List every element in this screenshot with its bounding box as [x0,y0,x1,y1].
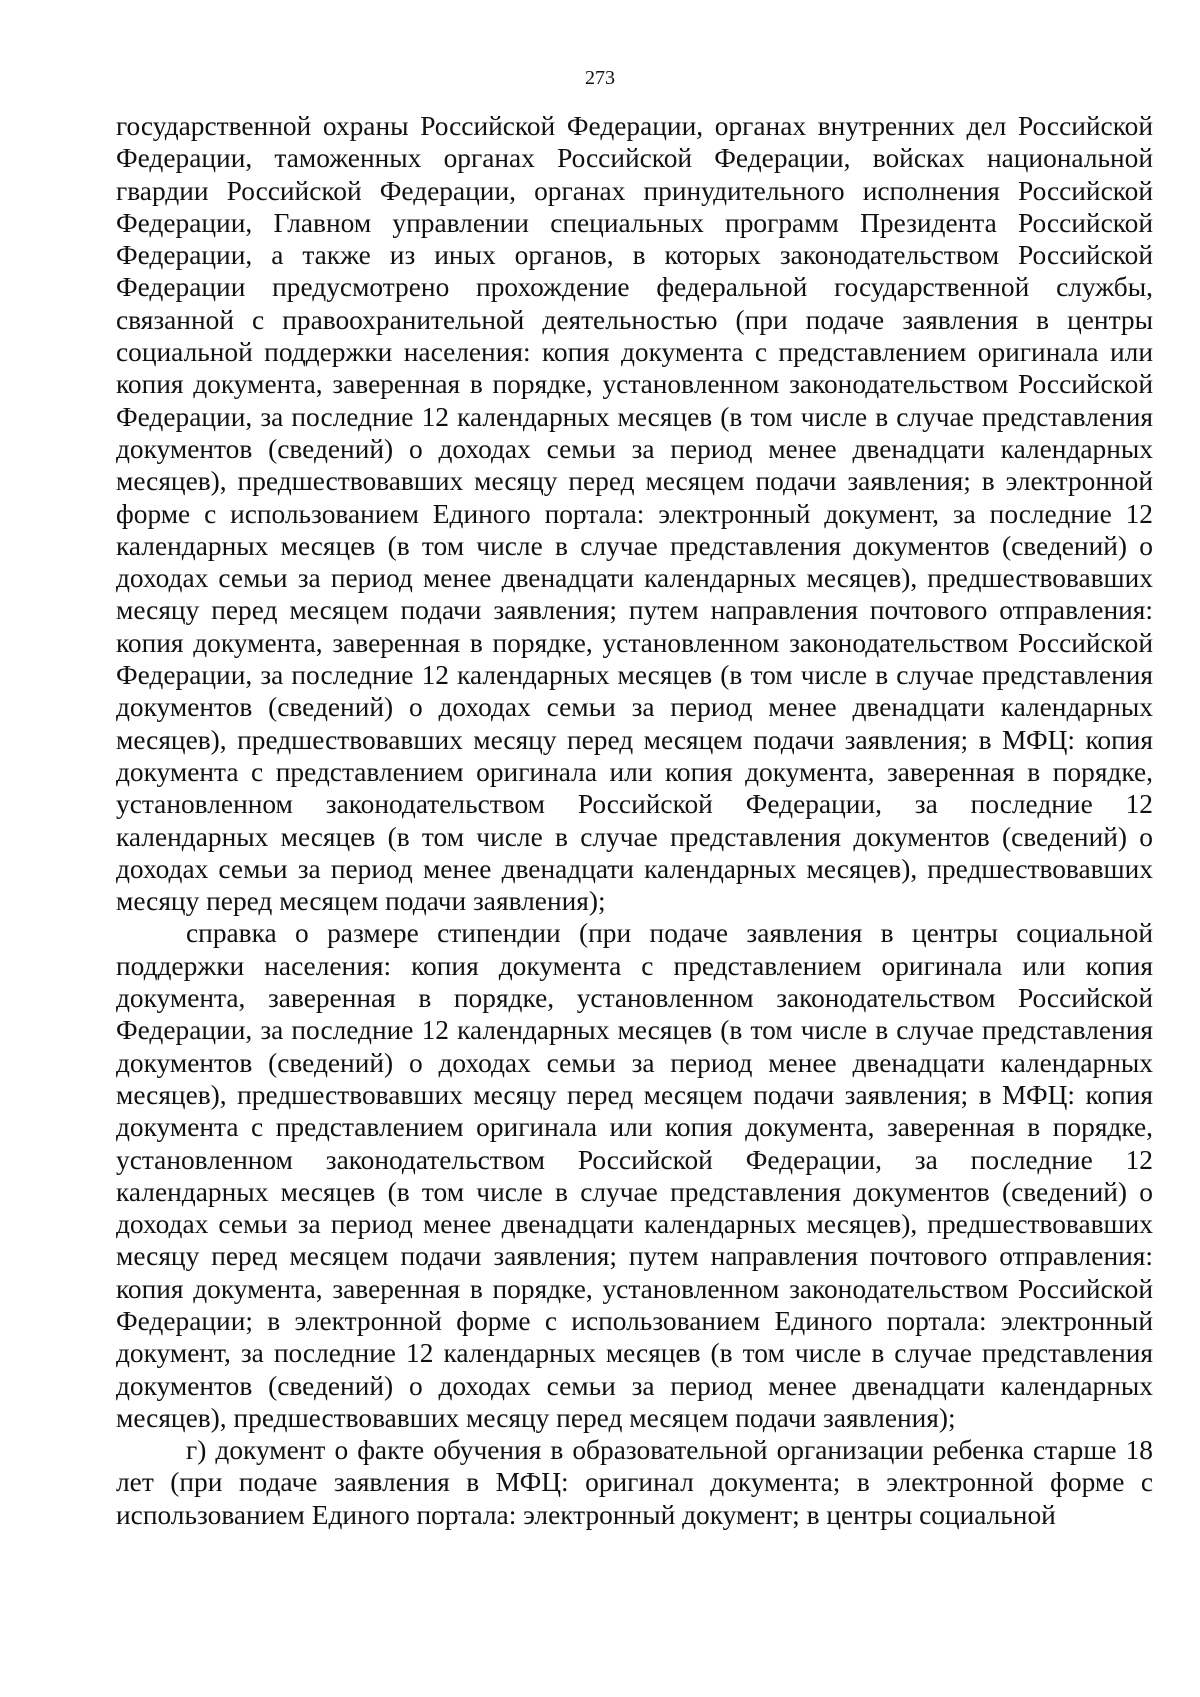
document-body [116,110,1153,1531]
paragraph-item-g: г) документ о факте обучения в образовательной организации ребенка старше 18 лет (при подаче заявления в МФЦ: оригинал документа; в электронной форме с использованием Единого портала: электронный документ; в центры социальной [116,1435,1153,1530]
paragraph-continuation: государственной охраны Российской Федерации, органах внутренних дел Российской Федерации, таможенных органах Российской Федерации, войсках национальной гвардии Российской Федерации, органах принудительного исполнения Российской Федерации, Главном управлении специальных программ Президента Российской Федерации, а также из иных органов, в которых законодательством Российской Федерации предусмотрено прохождение федеральной государственной службы, связанной с правоохранительной деятельностью (при подаче заявления в центры социальной поддержки населения: копия документа с представлением оригинала или копия документа, заверенная в порядке, установленном законодательством Российской Федерации, за последние 12 календарных месяцев (в том числе в случае представления документов (сведений) о доходах семьи за период менее двенадцати календарных месяцев), предшествовавших месяцу перед месяцем подачи заявления; в электронной форме с использованием Единого портала: электронный документ, за последние 12 календарных месяцев (в том числе в случае представления документов (сведений) о доходах семьи за период менее двенадцати календарных месяцев), предшествовавших месяцу перед месяцем подачи заявления; путем направления почтового отправления: копия документа, заверенная в порядке, установленном законодательством Российской Федерации, за последние 12 календарных месяцев (в том числе в случае представления документов (сведений) о доходах семьи за период менее двенадцати календарных месяцев), предшествовавших месяцу перед месяцем подачи заявления; в МФЦ: копия документа с представлением оригинала или копия документа, заверенная в порядке, установленном законодательством Российской Федерации, за последние 12 календарных месяцев (в том числе в случае представления документов (сведений) о доходах семьи за период менее двенадцати календарных месяцев), предшествовавших месяцу перед месяцем подачи заявления); [116,111,1153,917]
page-number: 273 [585,67,615,89]
paragraph-stipend-certificate: справка о размере стипендии (при подаче заявления в центры социальной поддержки населения: копия документа с представлением оригинала или копия документа, заверенная в порядке, установленном законодательством Российской Федерации, за последние 12 календарных месяцев (в том числе в случае представления документов (сведений) о доходах семьи за период менее двенадцати календарных месяцев), предшествовавших месяцу перед месяцем подачи заявления; в МФЦ: копия документа с представлением оригинала или копия документа, заверенная в порядке, установленном законодательством Российской Федерации, за последние 12 календарных месяцев (в том числе в случае представления документов (сведений) о доходах семьи за период менее двенадцати календарных месяцев), предшествовавших месяцу перед месяцем подачи заявления; путем направления почтового отправления: копия документа, заверенная в порядке, установленном законодательством Российской Федерации; в электронной форме с использованием Единого портала: электронный документ, за последние 12 календарных месяцев (в том числе в случае представления документов (сведений) о доходах семьи за период менее двенадцати календарных месяцев), предшествовавших месяцу перед месяцем подачи заявления); [116,918,1153,1433]
